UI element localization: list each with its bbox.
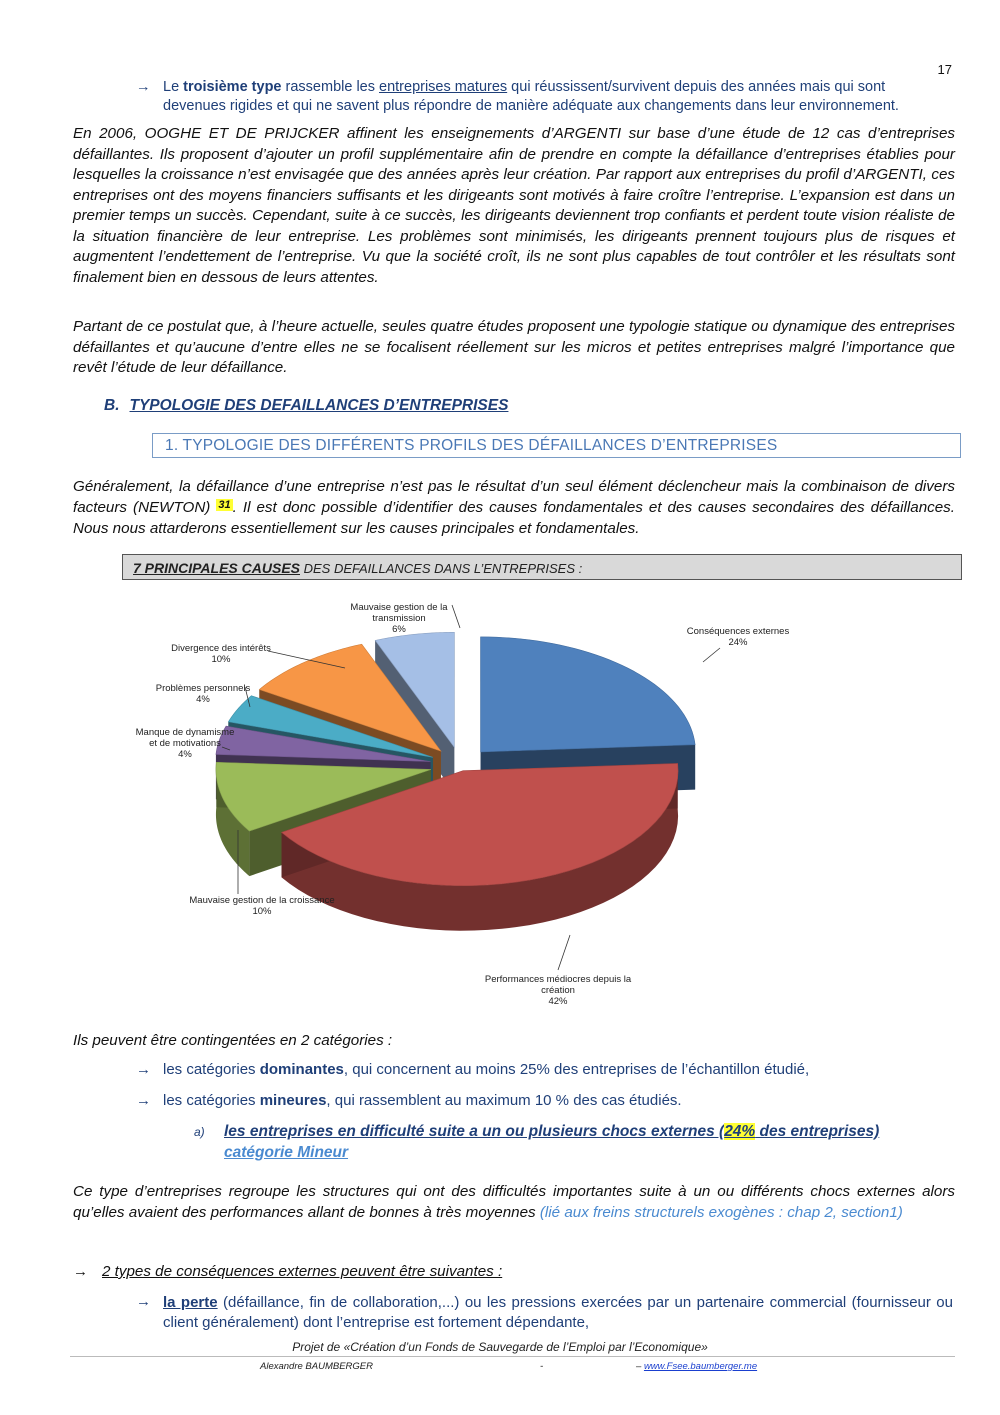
pie-label: 10% bbox=[211, 654, 231, 665]
cat2-post: , qui rassemblent au maximum 10 % des cas étudiés. bbox=[326, 1092, 682, 1109]
bullet-arrow: → bbox=[136, 79, 151, 95]
pie-leader-line bbox=[703, 648, 720, 662]
category-mineures bbox=[163, 1092, 682, 1109]
footer-author: Alexandre BAUMBERGER bbox=[260, 1361, 373, 1372]
footer-link[interactable]: www.Fsee.baumberger.me bbox=[643, 1361, 758, 1372]
paragraph-contingentees: Ils peuvent être contingentées en 2 catégories : bbox=[73, 1032, 393, 1049]
sub-a-text1: les entreprises en difficulté suite a un ou plusieurs chocs externes ( bbox=[224, 1123, 725, 1140]
pie-chart bbox=[130, 590, 890, 1020]
sub-a-pct: 24% bbox=[724, 1123, 756, 1140]
pie-slice bbox=[481, 637, 696, 752]
pie-leader-line bbox=[558, 935, 570, 970]
pie-leader-line bbox=[452, 605, 460, 628]
cat2-pre: les catégories bbox=[163, 1092, 260, 1109]
arrow-icon: → bbox=[73, 1263, 88, 1280]
footnote-ref: 31 bbox=[218, 498, 231, 511]
sub-a-text2: des entreprises) bbox=[755, 1123, 880, 1140]
pie-label: 6% bbox=[392, 624, 406, 635]
cat1-pre: les catégories bbox=[163, 1061, 260, 1078]
paragraph-ooghe: En 2006, OOGHE ET DE PRIJCKER affinent les enseignements d’ARGENTI sur base d’une étude de 12 cas d’entreprises défaillantes. Ils proposent d’ajouter un profil supplémentaire afin de prendre en compte la défaillance d’entreprises établies pour lesquelles la croissance n’est envisagée que des années après leur création. Par rapport aux entreprises du profil d’ARGENTI, ces entreprises ont des moyens financiers suffisants et les dirigeants sont motivés à faire croître l’entreprise. L’expansion est dans un premier temps un succès. Cependant, suite à ce succès, les dirigeants deviennent trop confiants et perdent toute vision réaliste de la situation financière de leur entreprise. Les problèmes sont minimisés, les dirigeants prennent toujours plus de risques et augmentent l’endettement de l’entreprise. Vu que la société croît, ils ne sont plus capables de tout contrôler et les résultats sont finalement bien en dessous de leurs attentes. bbox=[73, 125, 955, 286]
footer-dash: - bbox=[540, 1361, 544, 1372]
pie-label: Performances médiocres depuis la bbox=[484, 974, 632, 985]
paragraph-postulat: Partant de ce postulat que, à l’heure actuelle, seules quatre études proposent une typologie statique ou dynamique des entreprises défaillantes et qu’aucune d’entre elles ne se focalisent réellement sur les micros et petites entreprises malgré l’importance que revêt l’étude de leur défaillance. bbox=[73, 318, 955, 376]
bullet-line2: devenues rigides et qui ne savent plus répondre de manière adéquate aux changements dans leur environnement. bbox=[163, 98, 899, 114]
section-letter: B. bbox=[104, 397, 120, 414]
footer-project: Projet de «Création d’un Fonds de Sauvegarde de l’Emploi par l’Economique» bbox=[292, 1340, 708, 1354]
bullet-underlined: entreprises matures bbox=[379, 79, 508, 95]
chart-caption-bold: 7 PRINCIPALES CAUSES bbox=[133, 560, 300, 576]
subheading-chocs-externes bbox=[224, 1121, 959, 1163]
types-consequences-line: 2 types de conséquences externes peuvent être suivantes : bbox=[102, 1263, 503, 1280]
footer-divider bbox=[70, 1356, 955, 1357]
paragraph-type-entreprises bbox=[73, 1182, 955, 1223]
paragraph-generalement bbox=[73, 477, 955, 540]
pie-label: 10% bbox=[252, 906, 272, 917]
pie-label: Divergence des intérêts bbox=[171, 643, 271, 654]
pie-label: Mauvaise gestion de la croissance bbox=[189, 895, 335, 906]
chart-caption-rest: DES DEFAILLANCES DANS L’ENTREPRISES : bbox=[300, 561, 583, 576]
pie-label: Conséquences externes bbox=[686, 626, 790, 637]
cat2-bold: mineures bbox=[259, 1092, 327, 1109]
pie-label: Mauvaise gestion de la bbox=[350, 602, 448, 613]
category-dominantes bbox=[163, 1061, 809, 1078]
bullet-bold: troisième type bbox=[183, 79, 282, 95]
pie-label: 42% bbox=[548, 996, 568, 1007]
pie-label: Problèmes personnels bbox=[155, 683, 251, 694]
subsection-heading-1: 1. TYPOLOGIE DES DIFFÉRENTS PROFILS DES DÉFAILLANCES D’ENTREPRISES bbox=[152, 433, 961, 458]
cat1-post: , qui concernent au moins 25% des entreprises de l’échantillon étudié, bbox=[343, 1061, 810, 1078]
page-number: 17 bbox=[937, 62, 952, 77]
para3-part1: Généralement, la défaillance d’une entreprise n’est pas le résultat d’un seul élément déclencheur mais la combinaison de divers facteurs (NEWTON) bbox=[73, 478, 955, 516]
perte-bullet bbox=[163, 1293, 953, 1333]
pie-label: 4% bbox=[178, 749, 192, 760]
chart-caption-box bbox=[122, 554, 962, 580]
arrow-icon: → bbox=[136, 1293, 151, 1310]
para5-ref: (lié aux freins structurels exogènes : chap 2, section1) bbox=[539, 1203, 903, 1221]
bullet-troisieme-type bbox=[163, 78, 953, 116]
para5-main: Ce type d’entreprises regroupe les structures qui ont des difficultés importantes suite à un ou différents chocs externes alors qu’elles avaient des performances allant de bonnes à très moyennes bbox=[73, 1183, 955, 1221]
bullet-prefix: Le bbox=[163, 79, 184, 95]
pie-label: Manque de dynamisme bbox=[135, 727, 235, 738]
footer-sep: – bbox=[636, 1361, 642, 1372]
section-title: TYPOLOGIE DES DEFAILLANCES D’ENTREPRISES bbox=[129, 397, 509, 414]
pie-label: transmission bbox=[372, 613, 426, 624]
cat1-bold: dominantes bbox=[259, 1061, 344, 1078]
pie-label: et de motivations bbox=[149, 738, 221, 749]
sub-a-category: catégorie Mineur bbox=[224, 1144, 349, 1161]
pie-label: 24% bbox=[728, 637, 748, 648]
arrow-icon: → bbox=[136, 1092, 151, 1109]
arrow-icon: → bbox=[136, 1061, 151, 1078]
pie-chart-svg bbox=[130, 590, 890, 1020]
list-marker-a: a) bbox=[194, 1125, 205, 1139]
para3-part2: . Il est donc possible d’identifier des causes fondamentales et des causes secondaires des défaillances. Nous nous attarderons essentiellement sur les causes principales et fondamentales. bbox=[73, 498, 955, 537]
perte-bold: la perte bbox=[163, 1294, 218, 1311]
section-heading-b bbox=[104, 397, 508, 415]
footer-link-wrap bbox=[636, 1361, 757, 1372]
bullet-rest: qui réussissent/survivent depuis des années mais qui sont bbox=[507, 79, 886, 95]
perte-rest: (défaillance, fin de collaboration,...) ou les pressions exercées par un partenaire commercial (fournisseur ou client généralement) dont l’entreprise est fortement dépendante, bbox=[163, 1294, 953, 1331]
pie-label: création bbox=[541, 985, 575, 996]
pie-label: 4% bbox=[196, 694, 210, 705]
bullet-mid: rassemble les bbox=[281, 79, 380, 95]
